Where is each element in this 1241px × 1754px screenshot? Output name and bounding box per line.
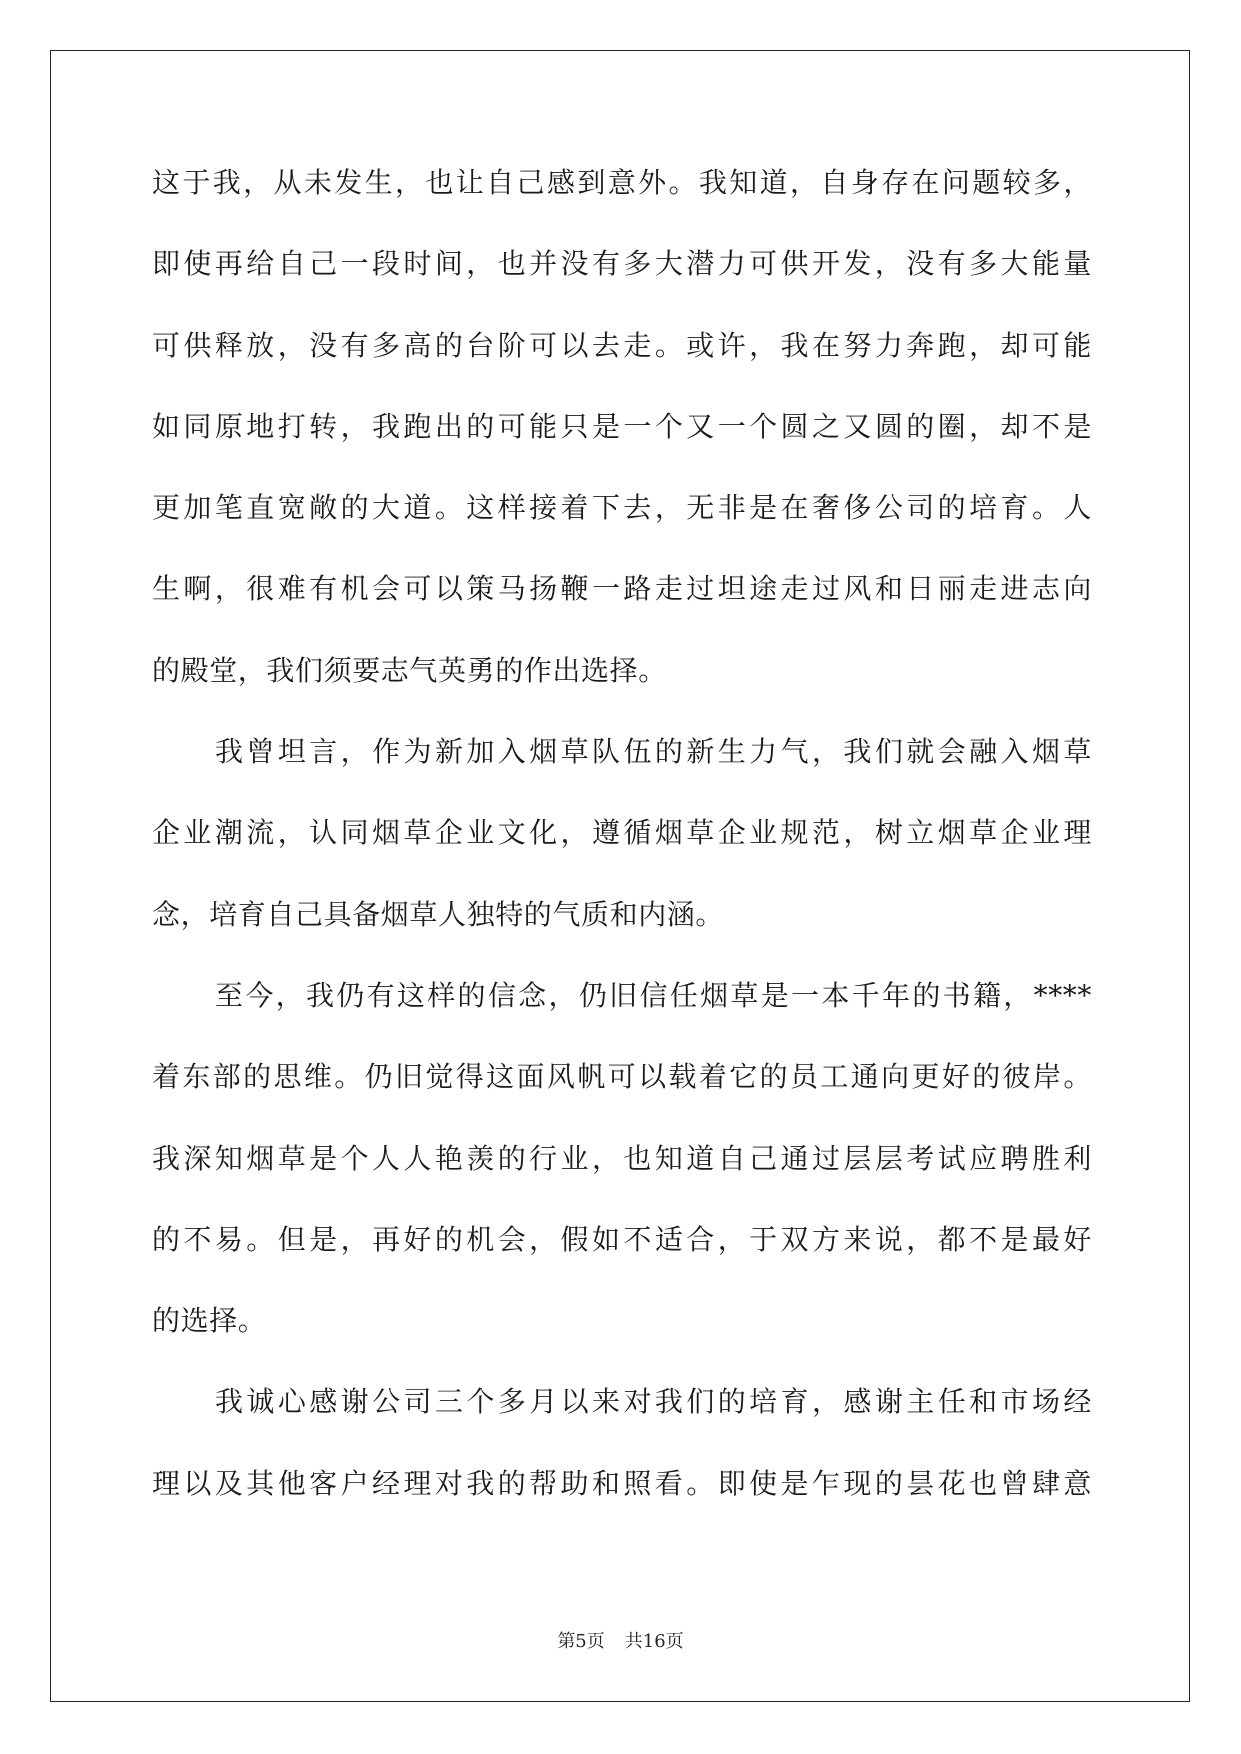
text-line: 的殿堂，我们须要志气英勇的作出选择。 [152, 653, 667, 687]
text-line: 如同原地打转，我跑出的可能只是一个又一个圆之又圆的圈，却不是 [152, 409, 1092, 443]
text-line: 的选择。 [152, 1304, 267, 1338]
paragraph-first-line: 至今，我仍有这样的信念，仍旧信任烟草是一本千年的书籍，**** [215, 978, 1092, 1012]
text-line: 生啊，很难有机会可以策马扬鞭一路走过坦途走过风和日丽走进志向 [152, 572, 1092, 606]
text-line: 着东部的思维。仍旧觉得这面风帆可以载着它的员工通向更好的彼岸。 [152, 1060, 1092, 1094]
document-body [152, 163, 1092, 1545]
text-line: 的不易。但是，再好的机会，假如不适合，于双方来说，都不是最好 [152, 1222, 1092, 1256]
text-line: 更加笔直宽敞的大道。这样接着下去，无非是在奢侈公司的培育。人 [152, 491, 1092, 525]
text-line: 即使再给自己一段时间，也并没有多大潜力可供开发，没有多大能量 [152, 247, 1092, 281]
page-number: 第5页 [557, 1631, 605, 1652]
paragraph-first-line: 我曾坦言，作为新加入烟草队伍的新生力气，我们就会融入烟草 [215, 735, 1092, 769]
text-line: 我深知烟草是个人人艳羡的行业，也知道自己通过层层考试应聘胜利 [152, 1141, 1092, 1175]
page-total: 共16页 [624, 1631, 684, 1652]
text-line: 企业潮流，认同烟草企业文化，遵循烟草企业规范，树立烟草企业理 [152, 816, 1092, 850]
text-line: 可供释放，没有多高的台阶可以去走。或许，我在努力奔跑，却可能 [152, 328, 1092, 362]
paragraph-first-line: 我诚心感谢公司三个多月以来对我们的培育，感谢主任和市场经 [215, 1385, 1092, 1419]
text-line: 念，培育自己具备烟草人独特的气质和内涵。 [152, 897, 725, 931]
text-line: 这于我，从未发生，也让自己感到意外。我知道，自身存在问题较多， [152, 166, 1092, 199]
page-footer [0, 1627, 1241, 1653]
text-line: 理以及其他客户经理对我的帮助和照看。即使是乍现的昙花也曾肆意 [152, 1466, 1092, 1500]
